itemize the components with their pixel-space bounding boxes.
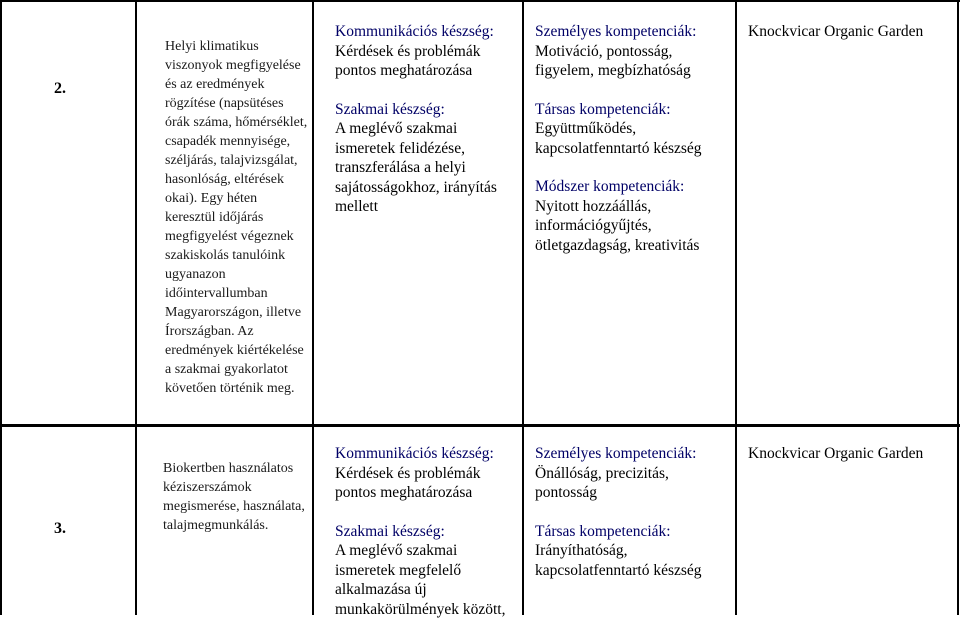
column-divider	[735, 0, 737, 615]
professional-skill-heading: Szakmai készség:	[335, 100, 521, 120]
skill-line: transzferálása a helyi	[335, 158, 521, 178]
description-line: követően történik meg.	[165, 379, 310, 398]
table-border-right	[957, 0, 959, 615]
skill-line: Kérdések és problémák	[335, 464, 521, 484]
description-line: kéziszerszámok	[163, 478, 311, 497]
description-line: csapadék mennyisége,	[165, 132, 310, 151]
description-line: okai). Egy héten	[165, 189, 310, 208]
description-line: Helyi klimatikus	[165, 37, 310, 56]
description-line: Írországban. Az	[165, 322, 310, 341]
activity-description	[163, 459, 311, 535]
description-line: hasonlóság, eltérések	[165, 170, 310, 189]
description-line: széljárás, talajvizsgálat,	[165, 151, 310, 170]
description-line: és az eredmények	[165, 75, 310, 94]
description-line: Magyarországon, illetve	[165, 303, 310, 322]
row-number: 2.	[54, 80, 66, 98]
skill-line: A meglévő szakmai	[335, 119, 521, 139]
social-competencies-heading: Társas kompetenciák:	[535, 522, 733, 542]
description-line: ugyanazon	[165, 265, 310, 284]
skill-line: pontos meghatározása	[335, 483, 521, 503]
competency-line: Önállóság, precizitás,	[535, 464, 733, 484]
competency-line: információgyűjtés,	[535, 216, 733, 236]
description-line: rögzítése (napsütéses	[165, 94, 310, 113]
skill-line: munkakörülmények között,	[335, 600, 521, 619]
competency-line: kapcsolatfenntartó készség	[535, 139, 733, 159]
description-line: időintervallumban	[165, 284, 310, 303]
description-line: viszonyok megfigyelése	[165, 56, 310, 75]
description-line: keresztül időjárás	[165, 208, 310, 227]
description-line: talajmegmunkálás.	[163, 516, 311, 535]
skill-line: mellett	[335, 197, 521, 217]
description-line: megismerése, használata,	[163, 497, 311, 516]
description-line: a szakmai gyakorlatot	[165, 360, 310, 379]
skill-line: Kérdések és problémák	[335, 42, 521, 62]
personal-competencies-heading: Személyes kompetenciák:	[535, 444, 733, 464]
table-border-left	[0, 0, 2, 615]
row-divider	[0, 424, 960, 427]
competency-line: Nyitott hozzáállás,	[535, 197, 733, 217]
description-line: megfigyelést végeznek	[165, 227, 310, 246]
location-cell: Knockvicar Organic Garden	[748, 22, 956, 42]
column-divider	[522, 0, 524, 615]
personal-competencies-heading: Személyes kompetenciák:	[535, 22, 733, 42]
skill-line: alkalmazása új	[335, 580, 521, 600]
competency-line: ötletgazdagság, kreativitás	[535, 236, 733, 256]
professional-skill-heading: Szakmai készség:	[335, 522, 521, 542]
skills-cell	[335, 444, 521, 619]
skill-line: ismeretek felidézése,	[335, 139, 521, 159]
social-competencies-heading: Társas kompetenciák:	[535, 100, 733, 120]
competencies-cell	[535, 444, 733, 580]
skill-line: sajátosságokhoz, irányítás	[335, 178, 521, 198]
competency-line: Együttműködés,	[535, 119, 733, 139]
description-line: Biokertben használatos	[163, 459, 311, 478]
description-line: eredmények kiértékelése	[165, 341, 310, 360]
activity-description	[165, 37, 310, 398]
competency-line: figyelem, megbízhatóság	[535, 61, 733, 81]
column-divider	[312, 0, 314, 615]
competency-line: Irányíthatóság,	[535, 541, 733, 561]
skill-line: A meglévő szakmai	[335, 541, 521, 561]
skill-line: pontos meghatározása	[335, 61, 521, 81]
competency-line: Motiváció, pontosság,	[535, 42, 733, 62]
competency-line: pontosság	[535, 483, 733, 503]
column-divider	[135, 0, 137, 615]
skills-cell	[335, 22, 521, 217]
skill-line: ismeretek megfelelő	[335, 561, 521, 581]
row-number: 3.	[54, 520, 66, 538]
description-line: szakiskolás tanulóink	[165, 246, 310, 265]
description-line: órák száma, hőmérséklet,	[165, 113, 310, 132]
method-competencies-heading: Módszer kompetenciák:	[535, 177, 733, 197]
location-cell: Knockvicar Organic Garden	[748, 444, 956, 464]
competencies-cell	[535, 22, 733, 255]
table-border-top	[0, 0, 960, 2]
communication-skill-heading: Kommunikációs készség:	[335, 22, 521, 42]
communication-skill-heading: Kommunikációs készség:	[335, 444, 521, 464]
competency-line: kapcsolatfenntartó készség	[535, 561, 733, 581]
